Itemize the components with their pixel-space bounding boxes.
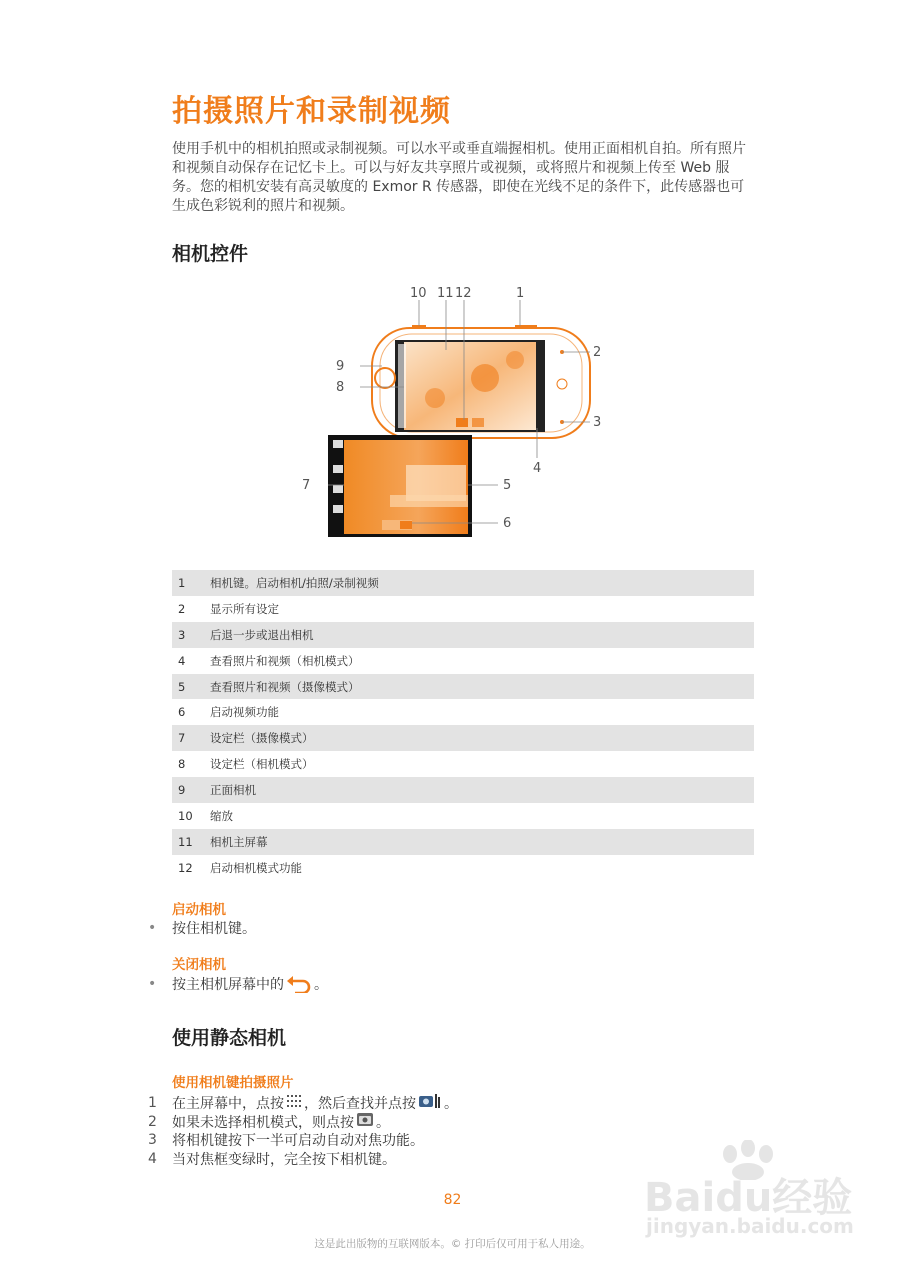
list-item: 3 将相机键按下一半可启动自动对焦功能。 bbox=[148, 1132, 424, 1150]
baidu-watermark bbox=[640, 1140, 860, 1240]
shoot-heading: 使用相机键拍摄照片 bbox=[172, 1075, 294, 1091]
callout-7: 7 bbox=[302, 478, 311, 493]
section-heading-controls: 相机控件 bbox=[172, 243, 249, 265]
table-row: 6 启动视频功能 bbox=[178, 705, 279, 720]
table-row: 11 相机主屏幕 bbox=[172, 829, 754, 855]
callout-1: 1 bbox=[516, 286, 525, 301]
list-item: 2 如果未选择相机模式，则点按 。 bbox=[148, 1113, 390, 1131]
callout-12: 12 bbox=[455, 286, 472, 301]
callout-9: 9 bbox=[336, 359, 345, 374]
table-row: 3 后退一步或退出相机 bbox=[172, 622, 754, 648]
callout-2: 2 bbox=[593, 345, 602, 360]
table-row: 5 查看照片和视频（摄像模式） bbox=[172, 674, 754, 700]
table-row: 1 相机键。启动相机/拍照/录制视频 bbox=[172, 570, 754, 596]
callout-3: 3 bbox=[593, 415, 602, 430]
close-camera-heading: 关闭相机 bbox=[172, 957, 226, 973]
callout-11: 11 bbox=[437, 286, 454, 301]
bullet-dot: • bbox=[148, 976, 157, 992]
table-row: 2 显示所有设定 bbox=[178, 601, 279, 616]
start-camera-heading: 启动相机 bbox=[172, 902, 226, 918]
watermark-url: jingyan.baidu.com bbox=[646, 1214, 854, 1238]
section-heading-still-camera: 使用静态相机 bbox=[172, 1027, 287, 1049]
callout-8: 8 bbox=[336, 380, 345, 395]
list-item: 4 当对焦框变绿时，完全按下相机键。 bbox=[148, 1150, 396, 1168]
table-row: 12 启动相机模式功能 bbox=[178, 860, 302, 875]
callout-4: 4 bbox=[533, 461, 542, 476]
page-title: 拍摄照片和录制视频 bbox=[172, 94, 451, 129]
callout-10: 10 bbox=[410, 286, 427, 301]
back-icon bbox=[286, 975, 312, 993]
table-row: 10 缩放 bbox=[178, 808, 233, 823]
start-camera-bullet: • 按住相机键。 bbox=[148, 920, 256, 937]
camera-app-icon bbox=[419, 1094, 441, 1112]
camera-diagram bbox=[300, 280, 620, 545]
intro-paragraph: 使用手机中的相机拍照或录制视频。可以水平或垂直端握相机。使用正面相机自拍。所有照片和视频自动保存在记忆卡上。可以与好友共享照片或视频，或将照片和视频上传至 Web 服务。您的相机安装有高灵敏度的 Exmor R 传感器，即使在光线不足的条件下，此传感器也可生成色彩锐利的照片和视频。 bbox=[172, 141, 746, 214]
app-grid-icon bbox=[287, 1095, 301, 1111]
table-row: 7 设定栏（摄像模式） bbox=[172, 725, 754, 751]
callout-6: 6 bbox=[503, 516, 512, 531]
callout-5: 5 bbox=[503, 478, 512, 493]
camera-mode-icon bbox=[357, 1113, 373, 1130]
bullet-dot: • bbox=[148, 920, 157, 936]
page-number: 82 bbox=[443, 1192, 462, 1208]
table-row: 8 设定栏（相机模式） bbox=[178, 757, 314, 772]
controls-table bbox=[172, 570, 754, 881]
close-camera-bullet: • 按主相机屏幕中的 。 bbox=[148, 976, 328, 993]
footer-note: 这是此出版物的互联网版本。© 打印后仅可用于私人用途。 bbox=[314, 1238, 591, 1250]
shoot-steps bbox=[148, 1094, 458, 1168]
table-row: 9 正面相机 bbox=[172, 777, 754, 803]
watermark-logo: Baidu经验 bbox=[644, 1175, 853, 1221]
list-item: 1 在主屏幕中，点按 ，然后查找并点按 。 bbox=[148, 1095, 458, 1113]
table-row: 4 查看照片和视频（相机模式） bbox=[178, 653, 360, 668]
